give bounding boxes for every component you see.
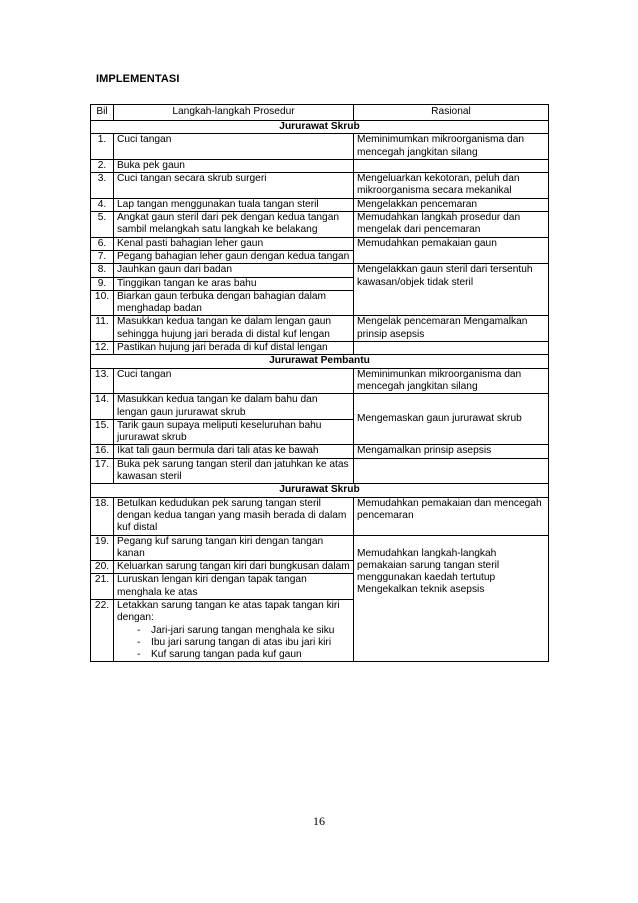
column-header-bil: Bil bbox=[91, 105, 114, 121]
section-heading: IMPLEMENTASI bbox=[96, 73, 180, 85]
step-text: Tinggikan tangan ke aras bahu bbox=[114, 277, 354, 290]
rationale-text-block: Memudahkan langkah-langkah pemakaian sarung tangan steril menggunakan kaedah tertutup Mengekalkan teknik asepsis bbox=[357, 547, 500, 596]
row-number: 8. bbox=[91, 264, 114, 277]
row-number: 9. bbox=[91, 277, 114, 290]
column-header-steps: Langkah-langkah Prosedur bbox=[114, 105, 354, 121]
table-row bbox=[91, 198, 549, 211]
step-text: Jauhkan gaun dari badan bbox=[114, 264, 354, 277]
row-number: 15. bbox=[91, 419, 114, 445]
step-text: Angkat gaun steril dari pek dengan kedua tangan sambil melangkah satu langkah ke belakang bbox=[114, 212, 354, 238]
table-row bbox=[91, 458, 549, 484]
table-row bbox=[91, 497, 549, 535]
step-text: Lap tangan menggunakan tuala tangan steril bbox=[114, 198, 354, 211]
rationale-text: Memudahkan pemakaian dan mencegah pencemaran bbox=[354, 497, 549, 535]
row-number: 10. bbox=[91, 290, 114, 316]
row-number: 17. bbox=[91, 458, 114, 484]
table-row bbox=[91, 237, 549, 250]
rationale-text: Memudahkan langkah prosedur dan mengelak dari pencemaran bbox=[354, 212, 549, 238]
row-number: 13. bbox=[91, 368, 114, 394]
section-row bbox=[91, 484, 549, 497]
row-number: 4. bbox=[91, 198, 114, 211]
rationale-text: Meminimunkan mikroorganisma dan mencegah jangkitan silang bbox=[354, 368, 549, 394]
row-number: 12. bbox=[91, 342, 114, 355]
step-text: Pastikan hujung jari berada di kuf distal lengan bbox=[114, 342, 354, 355]
rationale-text: Mengelakkan gaun steril dari tersentuh kawasan/objek tidak steril bbox=[354, 264, 549, 316]
step-text: Keluarkan sarung tangan kiri dari bungkusan dalam bbox=[114, 561, 354, 574]
rationale-empty bbox=[354, 159, 549, 172]
table-row bbox=[91, 445, 549, 458]
row-number: 1. bbox=[91, 134, 114, 160]
table-row bbox=[91, 394, 549, 420]
row-number: 18. bbox=[91, 497, 114, 535]
step-text: Tarik gaun supaya meliputi keseluruhan bahu jururawat skrub bbox=[114, 419, 354, 445]
rationale-text: Meminimumkan mikroorganisma dan mencegah jangkitan silang bbox=[354, 134, 549, 160]
row-number: 7. bbox=[91, 250, 114, 263]
row-number: 3. bbox=[91, 173, 114, 199]
section-title: Jururawat Skrub bbox=[91, 121, 549, 134]
rationale-text: Mengelak pencemaran Mengamalkan prinsip asepsis bbox=[354, 316, 549, 342]
table-row bbox=[91, 159, 549, 172]
page-number: 16 bbox=[313, 814, 325, 828]
sub-step-item: - Jari-jari sarung tangan menghala ke siku bbox=[137, 625, 350, 637]
table-row bbox=[91, 173, 549, 199]
row-number: 11. bbox=[91, 316, 114, 342]
step-text: Pegang bahagian leher gaun dengan kedua tangan bbox=[114, 250, 354, 263]
row-number: 20. bbox=[91, 561, 114, 574]
sub-step-item: - Ibu jari sarung tangan di atas ibu jari kiri bbox=[137, 637, 350, 649]
step-text: Buka pek gaun bbox=[114, 159, 354, 172]
rationale-text: Memudahkan pemakaian gaun bbox=[354, 237, 549, 264]
rationale-empty bbox=[354, 458, 549, 484]
table-header-row bbox=[91, 105, 549, 121]
step-text: Letakkan sarung tangan ke atas tapak tangan kiri dengan: bbox=[117, 599, 340, 624]
row-number: 19. bbox=[91, 535, 114, 561]
table-row bbox=[91, 264, 549, 277]
table-row bbox=[91, 212, 549, 238]
sub-step-list bbox=[117, 625, 350, 662]
column-header-rationale: Rasional bbox=[354, 105, 549, 121]
row-number: 2. bbox=[91, 159, 114, 172]
table-row bbox=[91, 535, 549, 561]
step-text: Cuci tangan bbox=[114, 368, 354, 394]
table-row bbox=[91, 134, 549, 160]
row-number: 6. bbox=[91, 237, 114, 250]
rationale-text: Mengamalkan prinsip asepsis bbox=[354, 445, 549, 458]
rationale-empty bbox=[354, 342, 549, 355]
rationale-spacer bbox=[357, 536, 545, 548]
table-row bbox=[91, 342, 549, 355]
step-text: Masukkan kedua tangan ke dalam lengan gaun sehingga hujung jari berada di distal kuf lengan bbox=[114, 316, 354, 342]
step-text: Pegang kuf sarung tangan kiri dengan tangan kanan bbox=[114, 535, 354, 561]
section-title: Jururawat Pembantu bbox=[91, 355, 549, 368]
table-row bbox=[91, 316, 549, 342]
rationale-text: Mengeluarkan kekotoran, peluh dan mikroorganisma secara mekanikal bbox=[354, 173, 549, 199]
row-number: 5. bbox=[91, 212, 114, 238]
step-text: Betulkan kedudukan pek sarung tangan steril dengan kedua tangan yang masih berada di dalam kuf distal bbox=[114, 497, 354, 535]
row-number: 22. bbox=[91, 599, 114, 661]
rationale-text: Mengelakkan pencemaran bbox=[354, 198, 549, 211]
step-text: Biarkan gaun terbuka dengan bahagian dalam menghadap badan bbox=[114, 290, 354, 316]
step-text: Cuci tangan bbox=[114, 134, 354, 160]
section-row bbox=[91, 355, 549, 368]
step-text: Ikat tali gaun bermula dari tali atas ke bawah bbox=[114, 445, 354, 458]
sub-step-item: - Kuf sarung tangan pada kuf gaun bbox=[137, 649, 350, 661]
step-text: Luruskan lengan kiri dengan tapak tangan menghala ke atas bbox=[114, 574, 354, 600]
section-row bbox=[91, 121, 549, 134]
rationale-text: Mengemaskan gaun jururawat skrub bbox=[354, 394, 549, 445]
section-title: Jururawat Skrub bbox=[91, 484, 549, 497]
procedure-table bbox=[90, 104, 549, 662]
step-text: Kenal pasti bahagian leher gaun bbox=[114, 237, 354, 250]
step-text: Cuci tangan secara skrub surgeri bbox=[114, 173, 354, 199]
row-number: 16. bbox=[91, 445, 114, 458]
rationale-text bbox=[354, 535, 549, 662]
step-text-with-sublist bbox=[114, 599, 354, 661]
row-number: 21. bbox=[91, 574, 114, 600]
step-text: Buka pek sarung tangan steril dan jatuhkan ke atas kawasan steril bbox=[114, 458, 354, 484]
step-text: Masukkan kedua tangan ke dalam bahu dan lengan gaun jururawat skrub bbox=[114, 394, 354, 420]
row-number: 14. bbox=[91, 394, 114, 420]
table-row bbox=[91, 368, 549, 394]
